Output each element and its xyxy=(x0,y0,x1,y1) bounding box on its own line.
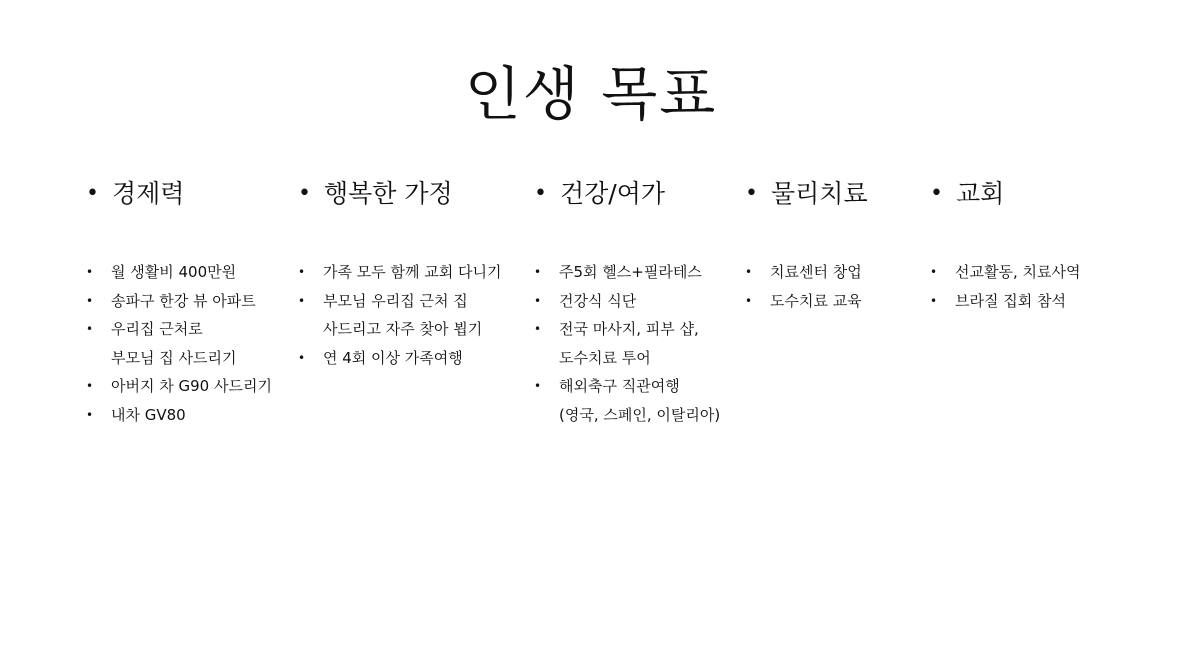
column-heading xyxy=(745,174,925,214)
goal-item-line: 선교활동, 치료사역 xyxy=(955,263,1081,281)
goal-item xyxy=(534,258,744,287)
bullet-icon: • xyxy=(930,181,943,206)
goal-item xyxy=(298,287,530,344)
column-heading xyxy=(298,174,530,214)
goal-item-line: 도수치료 교육 xyxy=(770,291,862,310)
column-heading-text: 물리치료 xyxy=(771,179,868,208)
goal-item-line: 사드리고 자주 찾아 뵙기 xyxy=(323,320,483,338)
bullet-icon: • xyxy=(298,350,306,365)
bullet-icon: • xyxy=(298,293,306,308)
goal-item xyxy=(86,372,291,401)
bullet-icon: • xyxy=(745,265,753,279)
column-heading xyxy=(930,174,1160,214)
goal-item xyxy=(930,287,1160,316)
goal-column-family xyxy=(298,174,530,367)
bullet-icon: • xyxy=(86,379,94,393)
bullet-icon: • xyxy=(534,322,542,336)
bullet-icon: • xyxy=(86,265,94,279)
goal-item xyxy=(534,372,744,429)
goal-item-text xyxy=(955,258,1080,287)
goal-column-economy xyxy=(86,174,291,424)
bullet-icon: • xyxy=(86,407,94,422)
goal-item-line: 우리집 근처로 xyxy=(111,320,203,338)
bullet-icon: • xyxy=(930,265,938,279)
bullet-icon: • xyxy=(86,293,94,308)
column-heading-text: 건강/여가 xyxy=(560,179,666,208)
goal-item-text xyxy=(111,287,256,316)
goal-list xyxy=(298,258,530,372)
goal-item-line: 부모님 집 사드리기 xyxy=(111,348,237,367)
bullet-icon: • xyxy=(534,265,542,279)
goal-item-line: 연 4회 이상 가족여행 xyxy=(323,348,463,367)
column-heading-text: 행복한 가정 xyxy=(324,179,453,208)
goal-item-line: 송파구 한강 뷰 아파트 xyxy=(111,291,256,310)
slide-title: 인생 목표 xyxy=(464,60,718,128)
goal-item-line: (영국, 스페인, 이탈리아) xyxy=(559,405,721,424)
goal-item-text xyxy=(559,315,699,372)
goal-item-line: 부모님 우리집 근처 집 xyxy=(323,291,468,310)
bullet-icon: • xyxy=(534,181,547,206)
column-heading xyxy=(86,174,291,214)
goal-item xyxy=(745,258,925,287)
goal-column-physio xyxy=(745,174,925,310)
goal-item-line: 월 생활비 400만원 xyxy=(111,263,237,281)
goal-item-line: 치료센터 창업 xyxy=(770,263,862,281)
goal-item xyxy=(86,401,291,430)
bullet-icon: • xyxy=(86,322,94,336)
bullet-icon: • xyxy=(745,293,753,308)
goal-item xyxy=(298,258,530,287)
goal-item-text xyxy=(770,258,862,287)
goal-list xyxy=(86,258,291,429)
goal-list xyxy=(745,258,925,315)
bullet-icon: • xyxy=(930,293,938,308)
goal-item-text xyxy=(323,344,463,373)
goal-item-line: 해외축구 직관여행 xyxy=(559,377,680,395)
goal-item-line: 아버지 차 G90 사드리기 xyxy=(111,377,272,395)
goal-item-text xyxy=(770,287,862,316)
bullet-icon: • xyxy=(86,181,99,206)
bullet-icon: • xyxy=(298,181,311,206)
goal-item-text xyxy=(111,258,236,287)
goal-item-text xyxy=(111,372,272,401)
goal-item xyxy=(86,287,291,316)
goal-list xyxy=(930,258,1160,315)
goal-item-text xyxy=(559,258,702,287)
bullet-icon: • xyxy=(298,265,306,279)
goal-item-line: 도수치료 투어 xyxy=(559,348,651,367)
column-heading-text: 교회 xyxy=(956,179,1005,208)
bullet-icon: • xyxy=(534,379,542,393)
goal-item xyxy=(930,258,1160,287)
goal-column-health xyxy=(534,174,744,424)
goal-item-line: 건강식 식단 xyxy=(559,291,637,310)
goal-item-text xyxy=(111,401,186,430)
goal-item-text xyxy=(111,315,236,372)
goal-column-church xyxy=(930,174,1160,310)
goal-item-text xyxy=(323,258,501,287)
goal-item-line: 내차 GV80 xyxy=(111,405,186,424)
goal-item xyxy=(745,287,925,316)
goal-item xyxy=(534,315,744,372)
goal-item-text xyxy=(559,372,720,429)
bullet-icon: • xyxy=(534,293,542,308)
goal-item xyxy=(86,315,291,372)
goal-item-line: 가족 모두 함께 교회 다니기 xyxy=(323,263,502,281)
goal-item xyxy=(298,344,530,373)
goal-item xyxy=(534,287,744,316)
goal-item-line: 브라질 집회 참석 xyxy=(955,291,1066,310)
goal-list xyxy=(534,258,744,429)
goal-item-line: 주5회 헬스+필라테스 xyxy=(559,263,702,281)
column-heading-text: 경제력 xyxy=(112,179,185,208)
bullet-icon: • xyxy=(745,181,758,206)
goal-item-text xyxy=(559,287,636,316)
goal-item-text xyxy=(323,287,482,344)
goal-item-line: 전국 마사지, 피부 샵, xyxy=(559,320,699,338)
goal-item xyxy=(86,258,291,287)
column-heading xyxy=(534,174,744,214)
goal-item-text xyxy=(955,287,1066,316)
